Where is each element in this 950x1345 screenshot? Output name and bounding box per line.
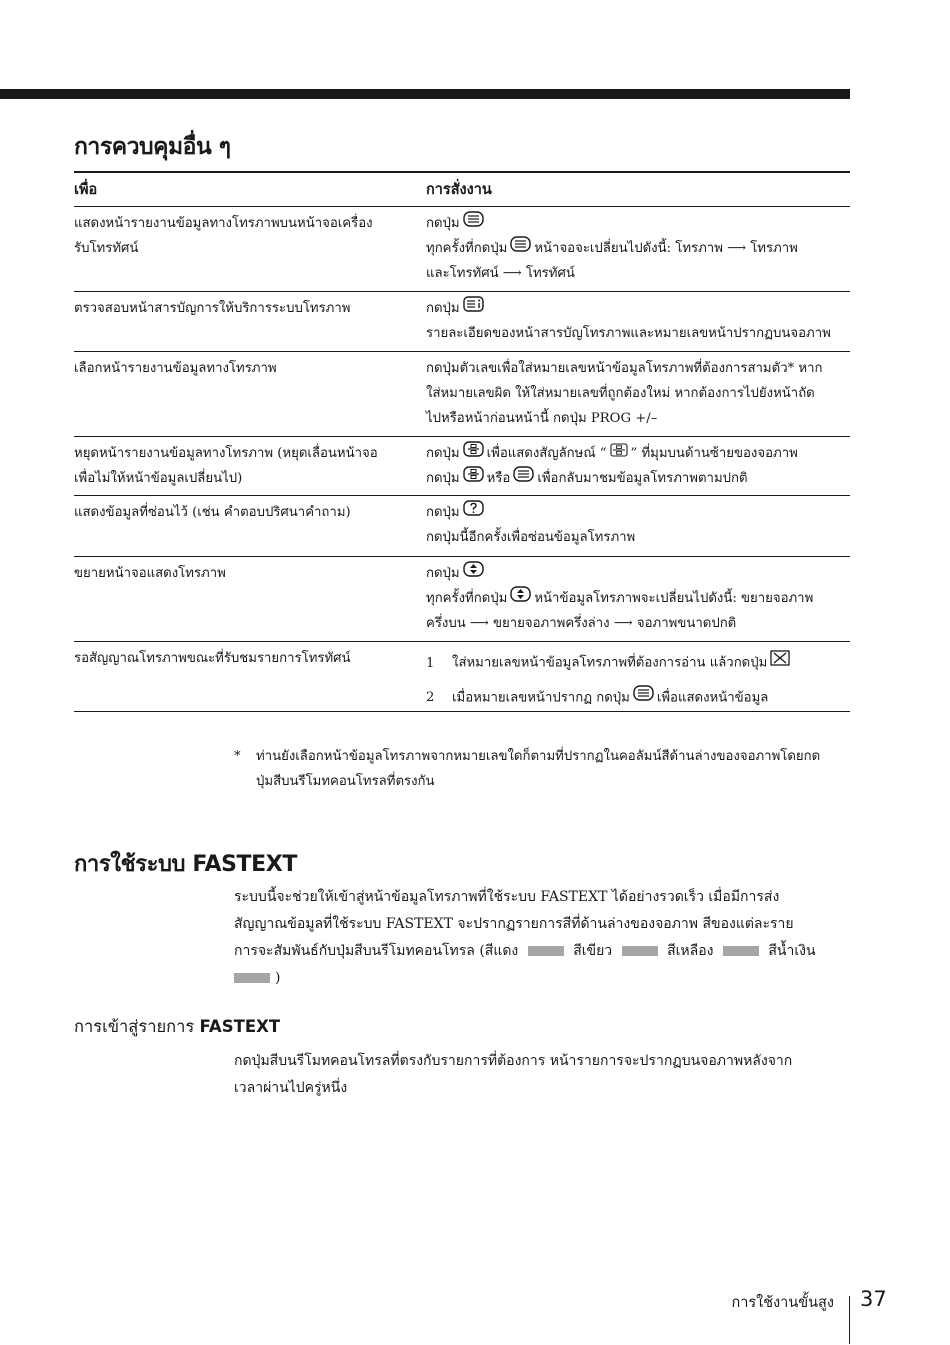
action-cell xyxy=(426,646,850,711)
controls-table xyxy=(74,171,850,712)
action-cell xyxy=(426,296,850,351)
action-cell xyxy=(426,211,850,291)
footnote-line: ท่านยังเลือกหน้าข้อมูลโทรภาพจากหมายเลขใดก็ตามที่ปรากฏในคอลัมน์สีด้านล่างของจอภาพโดยกด xyxy=(256,749,821,764)
action-line xyxy=(426,466,850,491)
action-cell xyxy=(426,441,850,495)
table-row xyxy=(74,642,850,712)
action-line xyxy=(426,441,850,466)
header-purpose: เพื่อ xyxy=(74,181,98,198)
action-text: เมื่อหมายเลขหน้าปรากฏ กดปุ่ม xyxy=(452,690,630,705)
yellow-swatch xyxy=(723,946,759,956)
action-text: ทุกครั้งที่กดปุ่ม xyxy=(426,241,508,256)
step-number: 1 xyxy=(426,655,435,671)
purpose-line: รับโทรทัศน์ xyxy=(74,241,139,256)
table-row xyxy=(74,557,850,642)
purpose-line: หยุดหน้ารายงานข้อมูลทางโทรภาพ (หยุดเลื่อนหน้าจอ xyxy=(74,446,378,461)
enlarge-button-icon xyxy=(510,586,531,611)
action-text: กดปุ่ม xyxy=(426,566,460,581)
action-cell xyxy=(426,561,850,641)
action-cell xyxy=(426,500,850,556)
action-line xyxy=(426,406,850,431)
green-swatch xyxy=(622,946,658,956)
hold-symbol-icon xyxy=(610,441,628,466)
action-text: กดปุ่ม xyxy=(426,505,460,520)
purpose-cell xyxy=(74,296,426,351)
purpose-cell xyxy=(74,441,426,495)
action-line xyxy=(426,586,850,611)
paragraph-line: ระบบนี้จะช่วยให้เข้าสู่หน้าข้อมูลโทรภาพที่ใช้ระบบ FASTEXT ได้อย่างรวดเร็ว เมื่อมีการส่ง xyxy=(234,889,780,905)
step-number: 2 xyxy=(426,690,435,705)
header-action: การสั่งงาน xyxy=(426,181,492,198)
action-cell xyxy=(426,356,850,436)
action-line xyxy=(426,261,850,286)
teletext-button-icon xyxy=(513,466,534,491)
paragraph-line: เวลาผ่านไปครู่หนึ่ง xyxy=(234,1080,348,1096)
action-line xyxy=(426,381,850,406)
action-text: เพื่อแสดงหน้าข้อมูล xyxy=(656,690,769,705)
action-line xyxy=(426,611,850,636)
hold-button-icon xyxy=(463,441,484,466)
purpose-cell xyxy=(74,500,426,556)
action-line xyxy=(426,561,850,586)
table-row xyxy=(74,496,850,557)
action-text: ครึ่งบน ⟶ ขยายจอภาพครึ่งล่าง ⟶ จอภาพขนาดปกติ xyxy=(426,616,737,631)
action-text: เพื่อแสดงสัญลักษณ์ “ xyxy=(486,446,607,461)
action-text: และโทรทัศน์ ⟶ โทรทัศน์ xyxy=(426,266,575,281)
teletext-button-icon xyxy=(463,211,484,236)
paragraph-line: สัญญาณข้อมูลที่ใช้ระบบ FASTEXT จะปรากฏรายการสีที่ด้านล่างของจอภาพ สีของแต่ละราย xyxy=(234,916,794,932)
access-title xyxy=(74,1014,280,1040)
footnote-line: ปุ่มสีบนรีโมทคอนโทรลที่ตรงกัน xyxy=(256,774,435,789)
action-line xyxy=(426,296,850,321)
access-title-en: FASTEXT xyxy=(199,1017,281,1036)
action-text: กดปุ่ม xyxy=(426,216,460,231)
action-text: กดปุ่มนี้อีกครั้งเพื่อซ่อนข้อมูลโทรภาพ xyxy=(426,530,636,545)
action-text: เพื่อกลับมาชมข้อมูลโทรภาพตามปกติ xyxy=(537,471,748,486)
table-row xyxy=(74,292,850,352)
paragraph-line xyxy=(234,965,850,992)
purpose-line: รอสัญญาณโทรภาพขณะที่รับชมรายการโทรทัศน์ xyxy=(74,651,351,666)
footnote xyxy=(234,744,850,794)
action-text: หรือ xyxy=(486,471,511,486)
action-line xyxy=(426,500,850,525)
teletext-button-icon xyxy=(633,681,654,715)
action-text: กดปุ่ม xyxy=(426,471,460,486)
reveal-button-icon xyxy=(463,500,484,525)
action-line xyxy=(426,356,850,381)
action-line xyxy=(426,236,850,261)
footer-divider xyxy=(849,1296,850,1344)
paragraph-text: การจะสัมพันธ์กับปุ่มสีบนรีโมทคอนโทรล (สีแดง xyxy=(234,943,519,959)
page-number: 37 xyxy=(860,1287,887,1311)
action-text: กดปุ่ม xyxy=(426,301,460,316)
cancel-button-icon xyxy=(770,646,790,680)
green-label: สีเขียว xyxy=(573,943,613,959)
action-text: ใส่หมายเลขผิด ให้ใส่หมายเลขที่ถูกต้องใหม่ หากต้องการไปยังหน้าถัด xyxy=(426,386,815,401)
footnote-marker: * xyxy=(234,749,241,764)
paragraph-line xyxy=(234,938,850,965)
red-swatch xyxy=(528,946,564,956)
table-row xyxy=(74,437,850,496)
section-title: การควบคุมอื่น ๆ xyxy=(74,134,231,160)
yellow-label: สีเหลือง xyxy=(667,943,714,959)
action-text: กดปุ่ม xyxy=(426,446,460,461)
index-button-icon xyxy=(463,296,484,321)
purpose-line: เพื่อไม่ให้หน้าข้อมูลเปลี่ยนไป) xyxy=(74,471,243,486)
fastext-paragraph xyxy=(234,884,850,992)
access-title-thai: การเข้าสู่รายการ xyxy=(74,1017,195,1036)
action-text: หน้าจอจะเปลี่ยนไปดังนี้: โทรภาพ ⟶ โทรภาพ xyxy=(534,241,798,256)
access-paragraph xyxy=(234,1048,850,1102)
paragraph-line: กดปุ่มสีบนรีโมทคอนโทรลที่ตรงกับรายการที่ต้องการ หน้ารายการจะปรากฏบนจอภาพหลังจาก xyxy=(234,1053,793,1069)
fastext-title: การใช้ระบบ FASTEXT xyxy=(74,852,297,877)
action-line xyxy=(426,211,850,236)
action-line xyxy=(426,321,850,346)
table-row xyxy=(74,207,850,292)
action-text: ” ที่มุมบนด้านซ้ายของจอภาพ xyxy=(630,446,798,461)
purpose-cell xyxy=(74,646,426,711)
action-text: ไปหรือหน้าก่อนหน้านี้ กดปุ่ม PROG +/– xyxy=(426,411,658,426)
top-rule xyxy=(0,89,850,99)
purpose-line: ขยายหน้าจอแสดงโทรภาพ xyxy=(74,566,226,581)
hold-button-icon xyxy=(463,466,484,491)
table-row xyxy=(74,352,850,437)
purpose-cell xyxy=(74,356,426,436)
action-line xyxy=(426,646,850,681)
footer-section-label: การใช้งานขั้นสูง xyxy=(731,1295,834,1311)
teletext-button-icon xyxy=(510,236,531,261)
action-text: รายละเอียดของหน้าสารบัญโทรภาพและหมายเลขหน้าปรากฏบนจอภาพ xyxy=(426,326,831,341)
enlarge-button-icon xyxy=(463,561,484,586)
action-line xyxy=(426,681,850,716)
purpose-line: ตรวจสอบหน้าสารบัญการให้บริการระบบโทรภาพ xyxy=(74,301,351,316)
blue-swatch xyxy=(234,973,270,983)
paragraph-text: ) xyxy=(275,970,281,986)
action-text: กดปุ่มตัวเลขเพื่อใส่หมายเลขหน้าข้อมูลโทรภาพที่ต้องการสามตัว* หาก xyxy=(426,361,823,376)
action-line xyxy=(426,525,850,550)
action-text: ทุกครั้งที่กดปุ่ม xyxy=(426,591,508,606)
blue-label: สีน้ำเงิน xyxy=(768,943,816,959)
purpose-line: แสดงข้อมูลที่ซ่อนไว้ (เช่น คำตอบปริศนาคำถาม) xyxy=(74,505,351,520)
action-text: หน้าข้อมูลโทรภาพจะเปลี่ยนไปดังนี้: ขยายจอภาพ xyxy=(534,591,814,606)
purpose-cell xyxy=(74,561,426,641)
purpose-line: เลือกหน้ารายงานข้อมูลทางโทรภาพ xyxy=(74,361,277,376)
action-text: ใส่หมายเลขหน้าข้อมูลโทรภาพที่ต้องการอ่าน แล้วกดปุ่ม xyxy=(452,655,768,671)
purpose-line: แสดงหน้ารายงานข้อมูลทางโทรภาพบนหน้าจอเครื่อง xyxy=(74,216,373,231)
purpose-cell xyxy=(74,211,426,291)
table-header xyxy=(74,173,850,207)
